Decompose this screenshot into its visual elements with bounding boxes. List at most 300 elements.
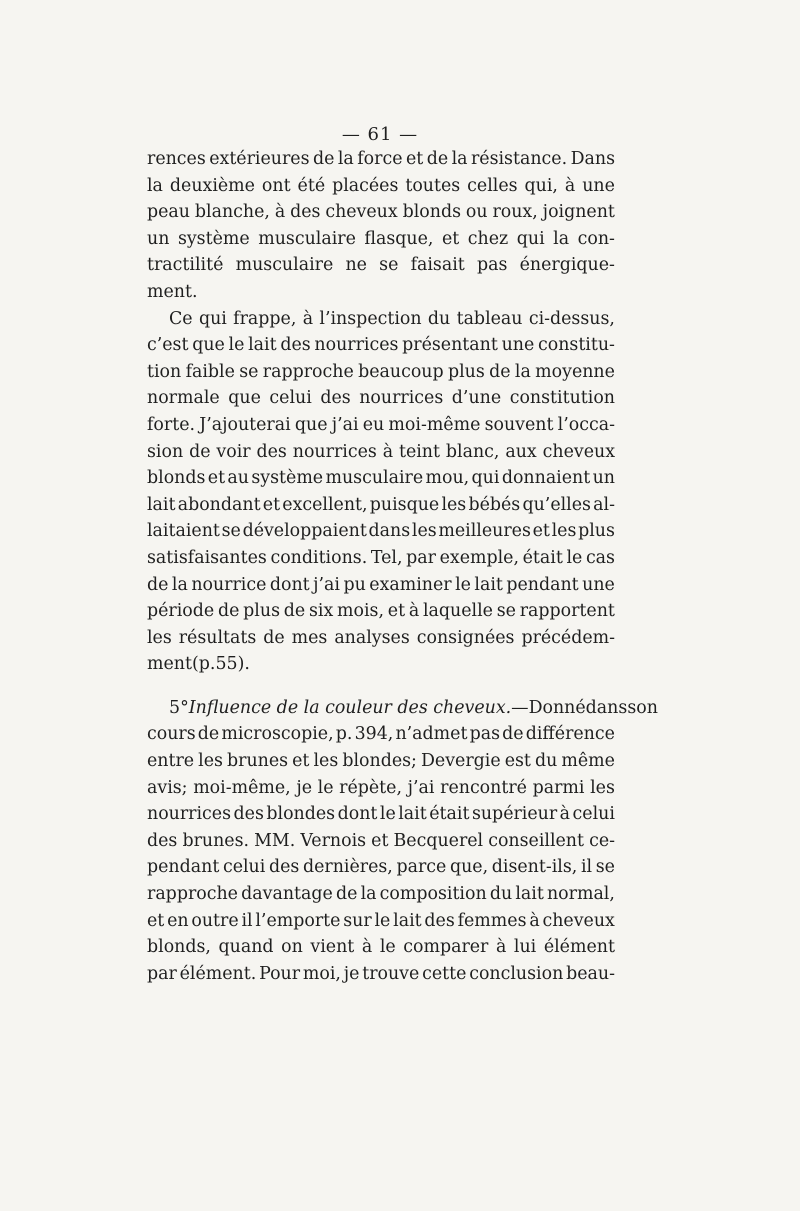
paragraph-2-line-8-word: bébés xyxy=(468,494,521,515)
paragraph-3-line-4-word: j’ai xyxy=(407,777,435,798)
paragraph-3-line-11-word: trouve xyxy=(362,963,420,984)
paragraph-2-line-12-word: période xyxy=(147,601,215,622)
paragraph-1-line-3-word: ou xyxy=(465,202,488,223)
paragraph-2-line-2-word: c’est xyxy=(147,335,189,356)
paragraph-3-line-8 xyxy=(147,881,615,908)
paragraph-3-line-11-word: je xyxy=(343,963,360,984)
paragraph-3-line-7 xyxy=(147,854,615,881)
paragraph-3-line-11 xyxy=(147,961,615,988)
paragraph-1-line-2-word: toutes xyxy=(405,175,461,196)
paragraph-2-line-3-word: de xyxy=(489,361,511,382)
paragraph-2-line-6-word: des xyxy=(256,441,287,462)
paragraph-2-line-9-word: plus xyxy=(578,521,615,542)
paragraph-gap xyxy=(147,678,615,695)
paragraph-3-line-9-word: et xyxy=(147,910,165,931)
section-heading-dash: — xyxy=(511,697,529,718)
paragraph-1-line-5-word: musculaire xyxy=(235,255,334,276)
paragraph-2-line-12-word: six xyxy=(308,601,334,622)
paragraph-1-line-5-word: ne xyxy=(345,255,367,276)
paragraph-3-line-10-word: à xyxy=(495,937,507,958)
paragraph-2-line-10-word: le xyxy=(566,547,583,568)
paragraph-3-line-11-word: conclusion xyxy=(469,963,564,984)
paragraph-3-line-4-word: moi-même, xyxy=(193,777,291,798)
paragraph-3-line-5-word: supérieur xyxy=(471,804,558,825)
paragraph-2-line-12 xyxy=(147,598,615,625)
paragraph-3-line-3-word: les xyxy=(198,751,223,772)
paragraph-3-line-5-word: dont xyxy=(337,804,378,825)
paragraph-3-line-5-word: des xyxy=(233,804,264,825)
paragraph-2-line-4 xyxy=(147,385,615,412)
paragraph-1-line-2-word: à xyxy=(564,175,576,196)
paragraph-2-line-1-word: à xyxy=(302,308,314,329)
paragraph-2-line-13 xyxy=(147,625,615,652)
paragraph-2-line-11-word: dont xyxy=(269,574,310,595)
paragraph-3-line-6-word: des xyxy=(147,830,178,851)
paragraph-2-line-1 xyxy=(147,306,615,333)
paragraph-3-line-6 xyxy=(147,828,615,855)
paragraph-1-line-5-word: se xyxy=(379,255,399,276)
paragraph-3-line-7-word: se xyxy=(595,857,615,878)
paragraph-2-line-11-word: lait xyxy=(474,574,503,595)
paragraph-3-line-9-word: le xyxy=(374,910,391,931)
paragraph-3-line-9-word: l’emporte xyxy=(255,910,341,931)
paragraph-2-line-7-word: un xyxy=(592,468,615,489)
paragraph-2-line-9 xyxy=(147,518,615,545)
paragraph-2-line-10-word: était xyxy=(522,547,563,568)
paragraph-3-line-8-word: lait xyxy=(515,884,544,905)
paragraph-2-line-1-word: frappe, xyxy=(233,308,297,329)
paragraph-2-line-13-word: de xyxy=(263,627,285,648)
paragraph-2-line-9-word: dans xyxy=(368,521,411,542)
paragraph-3-line-10-word: comparer xyxy=(403,937,489,958)
paragraph-2-line-7-word: au xyxy=(227,468,249,489)
paragraph-2-line-1-word: qui xyxy=(198,308,227,329)
paragraph-3-line-6-word: ce- xyxy=(589,830,615,851)
paragraph-1-line-5-word: faisait xyxy=(410,255,465,276)
paragraph-2-line-11-word: nourrice xyxy=(191,574,267,595)
paragraph-1-line-1-word: résistance. xyxy=(470,149,568,169)
paragraph-3-line-2-word: microscopie, xyxy=(221,724,334,745)
paragraph-2-line-8-word: les xyxy=(441,494,467,515)
paragraph-3-line-7-word: des xyxy=(268,857,300,878)
paragraph-2-line-2-word: présentant xyxy=(402,335,498,356)
paragraph-2-line-7-word: donnaient xyxy=(501,468,591,489)
paragraph-3-line-10-word: quand xyxy=(218,937,274,958)
paragraph-3-line-4-word: les xyxy=(590,777,615,798)
paragraph-1-line-3-word: peau xyxy=(147,202,190,223)
paragraph-2-line-10-word: conditions. xyxy=(270,547,368,568)
paragraph-1-line-1-word: rences xyxy=(147,149,206,169)
paragraph-2-line-3-word: tion xyxy=(147,361,182,382)
paragraph-2-line-11 xyxy=(147,572,615,599)
paragraph-1 xyxy=(147,146,615,306)
paragraph-1-line-2-word: une xyxy=(582,175,615,196)
paragraph-3-line-9 xyxy=(147,908,615,935)
paragraph-2-line-13-word: précédem- xyxy=(521,627,615,648)
paragraph-2-line-8-word: al- xyxy=(593,494,615,515)
section-number: 5° xyxy=(169,697,189,718)
paragraph-1-line-1-word: extérieures xyxy=(209,149,310,169)
paragraph-2-line-9-word: les xyxy=(411,521,437,542)
paragraph-3 xyxy=(147,695,658,988)
paragraph-3-line-6-word: conseillent xyxy=(488,830,584,851)
paragraph-1-line-3-word: des xyxy=(290,202,321,223)
paragraph-3-line-2 xyxy=(147,721,615,748)
paragraph-3-line-10-word: vient xyxy=(310,937,355,958)
paragraph-3-line-11-word: Pour xyxy=(259,963,301,984)
paragraph-1-line-4-word: qui xyxy=(516,228,545,249)
paragraph-2-line-6-word: blanc, xyxy=(445,441,500,462)
paragraph-2-line-7 xyxy=(147,465,615,492)
paragraph-3-line-4-word: avis; xyxy=(147,777,188,798)
paragraph-2-line-3-word: se xyxy=(239,361,259,382)
paragraph-3-line-9-word: il xyxy=(241,910,253,931)
paragraph-2-line-4-word: des xyxy=(320,388,351,409)
paragraph-3-line-2-word: de xyxy=(502,724,524,745)
paragraph-2-line-12-word: de xyxy=(217,601,240,622)
paragraph-3-line-10-word: à xyxy=(361,937,373,958)
paragraph-3-line-4 xyxy=(147,775,615,802)
paragraph-2-line-7-word: système xyxy=(251,468,324,489)
paragraph-2-line-11-word: de xyxy=(147,574,169,595)
paragraph-2-line-2-word: des xyxy=(280,335,311,356)
paragraph-3-line-5-word: lait xyxy=(398,804,427,825)
paragraph-1-line-4-word: et xyxy=(441,228,460,249)
paragraph-1-line-6 xyxy=(147,279,615,306)
paragraph-3-line-8-word: composition xyxy=(379,884,487,905)
paragraph-2-line-13-word: consignées xyxy=(416,627,515,648)
paragraph-3-line-3-word: et xyxy=(292,751,310,772)
paragraph-2-line-6-word: de xyxy=(189,441,211,462)
paragraph-3-line-3-word: du xyxy=(534,751,558,772)
paragraph-2-line-8 xyxy=(147,492,615,519)
paragraph-2-line-3-word: la xyxy=(514,361,531,382)
paragraph-1-line-3-word: roux, xyxy=(492,202,538,223)
paragraph-2-line-12-word: mois, xyxy=(337,601,385,622)
paragraph-3-line-11-word: cette xyxy=(422,963,467,984)
paragraph-2-line-6-word: à xyxy=(382,441,394,462)
paragraph-3-line-7-word: celui xyxy=(222,857,266,878)
paragraph-2-line-8-word: abondant xyxy=(177,494,261,515)
paragraph-3-line-5-word: nourrices xyxy=(147,804,232,825)
paragraph-2-line-10-word: cas xyxy=(585,547,615,568)
paragraph-3-line-2-word: p. xyxy=(335,724,353,745)
paragraph-3-line-10-word: élément xyxy=(543,937,615,958)
paragraph-2-line-4-word: celui xyxy=(269,388,312,409)
paragraph-3-line-9-word: femmes xyxy=(457,910,527,931)
paragraph-2-line-12-word: rapportent xyxy=(519,601,615,622)
paragraph-2-line-6-word: nourrices xyxy=(292,441,377,462)
paragraph-2-line-9-word: les xyxy=(551,521,577,542)
paragraph-3-line-6-word: Vernois xyxy=(300,830,367,851)
paragraph-2-line-5-word: J’ajouterai xyxy=(199,414,291,435)
paragraph-3-line-11-word: beau- xyxy=(566,963,615,984)
paragraph-3-line-8-word: la xyxy=(360,884,377,905)
page-number: — 61 — xyxy=(341,124,419,145)
paragraph-2-line-13-word: mes xyxy=(291,627,328,648)
paragraph-3-line-3-word: brunes xyxy=(227,751,289,772)
paragraph-3-line-3-word: est xyxy=(504,751,531,772)
paragraph-3-line-9-word: en xyxy=(167,910,189,931)
paragraph-3-line-2-word: 394, xyxy=(354,724,394,745)
paragraph-2-line-5-word: forte. xyxy=(147,414,196,435)
paragraph-2-line-7-word: et xyxy=(207,468,226,489)
paragraph-1-line-4-word: flasque, xyxy=(364,228,434,249)
paragraph-2-line-4-word: d’une xyxy=(451,388,502,409)
paragraph-1-line-5-word: pas xyxy=(476,255,508,276)
paragraph-3-line-10-word: blonds, xyxy=(147,937,211,958)
paragraph-3-line-6-word: et xyxy=(371,830,389,851)
paragraph-2-line-12-word: plus xyxy=(243,601,280,622)
paragraph-2-line-11-word: pu xyxy=(343,574,366,595)
paragraph-3-line-6-word: MM. xyxy=(254,830,296,851)
paragraph-3-line-2-word: de xyxy=(197,724,220,745)
paragraph-3-line-9-word: cheveux xyxy=(542,910,615,931)
paragraph-3-line-4-word: rencontré xyxy=(440,777,527,798)
paragraph-2-line-14-word: (p. xyxy=(191,654,216,675)
paragraph-2-line-3-word: plus xyxy=(447,361,485,382)
paragraph-2-line-8-word: et xyxy=(262,494,281,515)
paragraph-1-line-3-word: joignent xyxy=(542,202,615,223)
paragraph-1-line-1-word: de xyxy=(312,149,335,169)
paragraph-3-line-8-word: rapproche xyxy=(147,884,238,905)
paragraph-2-line-2-word: que xyxy=(192,335,225,356)
paragraph-2-line-5-word: l’occa- xyxy=(557,414,615,435)
paragraph-1-line-2-word: qui, xyxy=(524,175,558,196)
paragraph-3-line-5-word: blondes xyxy=(266,804,336,825)
paragraph-1-line-3-word: cheveux xyxy=(325,202,398,223)
paragraph-1-line-5 xyxy=(147,252,615,279)
paragraph-2-line-9-word: développaient xyxy=(242,521,367,542)
paragraph-1-line-3 xyxy=(147,199,615,226)
paragraph-3-line-4-word: le xyxy=(317,777,334,798)
paragraph-2-line-9-word: meilleures xyxy=(438,521,531,542)
paragraph-2-line-12-word: de xyxy=(283,601,306,622)
paragraph-2-line-2-word: nourrices xyxy=(314,335,399,356)
paragraph-2-line-3-word: beaucoup xyxy=(358,361,444,382)
paragraph-2 xyxy=(147,306,615,678)
paragraph-2-line-13-word: analyses xyxy=(334,627,410,648)
paragraph-2-line-11-word: la xyxy=(171,574,188,595)
paragraph-1-line-1-word: de xyxy=(426,149,449,169)
paragraph-2-line-11-word: examiner xyxy=(369,574,452,595)
paragraph-2-line-12-word: se xyxy=(496,601,516,622)
paragraph-1-line-1-word: force xyxy=(357,149,403,169)
paragraph-3-line-5-word: était xyxy=(429,804,470,825)
paragraph-3-line-2-word: n’admet xyxy=(395,724,468,745)
paragraph-3-line-3-word: les xyxy=(313,751,339,772)
paragraph-2-line-7-word: blonds xyxy=(147,468,206,489)
paragraph-1-line-1-word: et xyxy=(405,149,424,169)
paragraph-3-heading-line xyxy=(147,695,658,722)
paragraph-3-line-11-word: élément. xyxy=(179,963,257,984)
paragraph-1-line-5-word: tractilité xyxy=(147,255,224,276)
paragraph-2-line-10-word: Tel, xyxy=(370,547,403,568)
paragraph-2-line-3-word: rapproche xyxy=(262,361,354,382)
paragraph-3-line-9-word: outre xyxy=(191,910,239,931)
paragraph-2-line-8-word: lait xyxy=(147,494,176,515)
paragraph-3-line-2-word: différence xyxy=(525,724,615,745)
paragraph-1-line-1-word: Dans xyxy=(570,149,615,169)
paragraph-1-line-6-word: ment. xyxy=(147,281,198,302)
paragraph-3-line-10-word: on xyxy=(281,937,303,958)
paragraph-1-line-4-word: un xyxy=(147,228,170,249)
paragraph-3-line-7-word: parce xyxy=(396,857,447,878)
paragraph-2-line-9-word: et xyxy=(532,521,550,542)
paragraph-1-line-2-word: été xyxy=(297,175,326,196)
paragraph-2-line-2-word: le xyxy=(228,335,245,356)
paragraph-2-line-14-word: ment xyxy=(147,654,192,675)
paragraph-3-line-3-word: entre xyxy=(147,751,195,772)
paragraph-2-line-13-word: les xyxy=(147,627,172,648)
paragraph-3-line-6-word: Becquerel xyxy=(393,830,484,851)
paragraph-2-line-1-word: tableau xyxy=(456,308,523,329)
paragraph-2-line-1-word: ci-dessus, xyxy=(528,308,615,329)
paragraph-2-line-8-word: puisque xyxy=(369,494,440,515)
paragraph-2-line-10-word: satisfaisantes xyxy=(147,547,267,568)
paragraph-2-line-5-word: j’ai xyxy=(331,414,359,435)
paragraph-3-line-5-word: le xyxy=(379,804,396,825)
paragraph-1-line-4-word: con- xyxy=(577,228,615,249)
paragraph-1-line-2-word: placées xyxy=(332,175,399,196)
paragraph-2-line-14-word: 55). xyxy=(215,654,250,675)
paragraph-2-line-1-word: du xyxy=(427,308,451,329)
paragraph-2-line-3-word: faible xyxy=(185,361,235,382)
paragraph-1-line-2 xyxy=(147,173,615,200)
paragraph-1-line-2-word: celles xyxy=(467,175,518,196)
paragraph-3-line-7-word: dernières, xyxy=(302,857,393,878)
paragraph-1-line-2-word: ont xyxy=(261,175,291,196)
paragraph-3-line-4-word: parmi xyxy=(532,777,585,798)
paragraph-2-line-5 xyxy=(147,412,615,439)
paragraph-2-line-2-word: une xyxy=(501,335,535,356)
paragraph-3-line-7-word: pendant xyxy=(147,857,220,878)
paragraph-2-line-3-word: moyenne xyxy=(535,361,615,382)
paragraph-3-line-3-word: blondes; xyxy=(342,751,417,772)
paragraph-2-line-10 xyxy=(147,545,615,572)
paragraph-3-line-3-word: même xyxy=(561,751,615,772)
paragraph-1-line-1-word: la xyxy=(337,149,354,169)
paragraph-2-line-11-word: le xyxy=(455,574,471,595)
paragraph-3-line-4-word: répète, xyxy=(339,777,402,798)
paragraph-1-line-5-word: énergique- xyxy=(519,255,615,276)
paragraph-2-line-7-word: qui xyxy=(471,468,500,489)
paragraph-3-line-9-word: à xyxy=(529,910,540,931)
paragraph-3-line-10-word: le xyxy=(379,937,396,958)
paragraph-3-line-7-word: disent-ils, xyxy=(491,857,578,878)
paragraph-2-line-12-word: laquelle xyxy=(422,601,493,622)
paragraph-2-line-8-word: qu’elles xyxy=(522,494,591,515)
paragraph-2-line-8-word: excellent, xyxy=(282,494,368,515)
paragraph-1-line-1 xyxy=(147,146,615,173)
paragraph-1-line-2-word: la xyxy=(147,175,163,196)
paragraph-2-line-6-word: aux xyxy=(505,441,537,462)
paragraph-2-line-11-word: pendant xyxy=(506,574,579,595)
paragraph-3-line-3 xyxy=(147,748,615,775)
heading-line-word-1: Donné xyxy=(528,697,586,718)
paragraph-1-line-3-word: blonds xyxy=(402,202,461,223)
paragraph-3-line-8-word: normal, xyxy=(546,884,615,905)
paragraph-3-line-10-word: lui xyxy=(513,937,537,958)
paragraph-2-line-9-word: se xyxy=(221,521,241,542)
paragraph-2-line-1-word: l’inspection xyxy=(319,308,422,329)
paragraph-2-line-6-word: cheveux xyxy=(542,441,615,462)
paragraph-3-line-2-word: cours xyxy=(147,724,196,745)
paragraph-2-line-5-word: que xyxy=(294,414,328,435)
paragraph-1-line-4-word: système xyxy=(177,228,250,249)
paragraph-2-line-14 xyxy=(147,651,615,678)
paragraph-2-line-7-word: mou, xyxy=(425,468,470,489)
paragraph-3-line-3-word: Devergie xyxy=(420,751,501,772)
paragraph-2-line-2-word: lait xyxy=(248,335,277,356)
paragraph-1-line-3-word: blanche, xyxy=(194,202,270,223)
page-text xyxy=(147,146,658,987)
paragraph-2-line-12-word: et xyxy=(387,601,406,622)
paragraph-2-line-10-word: exemple, xyxy=(439,547,519,568)
paragraph-3-line-6-word: brunes. xyxy=(182,830,250,851)
paragraph-3-line-8-word: du xyxy=(489,884,513,905)
paragraph-3-line-2-word: pas xyxy=(469,724,501,745)
paragraph-3-line-5-word: à xyxy=(559,804,571,825)
paragraph-2-line-6-word: sion xyxy=(147,441,184,462)
paragraph-2-line-5-word: souvent xyxy=(484,414,554,435)
paragraph-1-line-4-word: musculaire xyxy=(258,228,356,249)
paragraph-1-line-1-word: la xyxy=(451,149,468,169)
paragraph-2-line-2 xyxy=(147,332,615,359)
paragraph-2-line-4-word: que xyxy=(228,388,261,409)
paragraph-2-line-5-word: moi-même xyxy=(388,414,481,435)
paragraph-2-line-11-word: j’ai xyxy=(313,574,340,595)
paragraph-3-line-8-word: davantage xyxy=(241,884,333,905)
paragraph-3-line-9-word: des xyxy=(424,910,455,931)
paragraph-2-line-6-word: teint xyxy=(398,441,440,462)
paragraph-3-line-9-word: sur xyxy=(343,910,372,931)
paragraph-2-line-12-word: à xyxy=(408,601,420,622)
section-heading: Influence de la couleur des cheveux. xyxy=(188,697,512,718)
paragraph-2-line-6 xyxy=(147,439,615,466)
paragraph-3-line-10 xyxy=(147,934,615,961)
paragraph-2-line-11-word: une xyxy=(582,574,615,595)
paragraph-1-line-3-word: à xyxy=(274,202,286,223)
paragraph-1-line-4-word: chez xyxy=(467,228,509,249)
paragraph-2-line-4-word: constitution xyxy=(509,388,615,409)
paragraph-3-line-11-word: par xyxy=(147,963,177,984)
paragraph-3-line-11-word: moi, xyxy=(302,963,341,984)
heading-line-word-2: dans xyxy=(585,697,628,718)
paragraph-2-line-2-word: constitu- xyxy=(537,335,615,356)
paragraph-1-line-2-word: deuxième xyxy=(169,175,255,196)
paragraph-2-line-10-word: par xyxy=(406,547,436,568)
heading-line-word-3: son xyxy=(627,697,658,718)
paragraph-3-line-9-word: lait xyxy=(393,910,422,931)
paragraph-2-line-4-word: nourrices xyxy=(359,388,444,409)
paragraph-2-line-9-word: laitaient xyxy=(147,521,220,542)
paragraph-2-line-3 xyxy=(147,359,615,386)
paragraph-3-line-7-word: que, xyxy=(449,857,489,878)
paragraph-3-line-5-word: celui xyxy=(572,804,615,825)
paragraph-3-line-7-word: il xyxy=(580,857,593,878)
paragraph-2-line-5-word: eu xyxy=(362,414,385,435)
paragraph-2-line-6-word: voir xyxy=(216,441,251,462)
paragraph-2-line-4-word: normale xyxy=(147,388,220,409)
paragraph-1-line-4 xyxy=(147,226,615,253)
paragraph-3-line-4-word: je xyxy=(296,777,313,798)
paragraph-2-line-1-word: Ce xyxy=(169,308,193,329)
paragraph-3-line-5 xyxy=(147,801,615,828)
paragraph-3-line-8-word: de xyxy=(335,884,358,905)
paragraph-2-line-7-word: musculaire xyxy=(325,468,424,489)
paragraph-1-line-4-word: la xyxy=(553,228,570,249)
